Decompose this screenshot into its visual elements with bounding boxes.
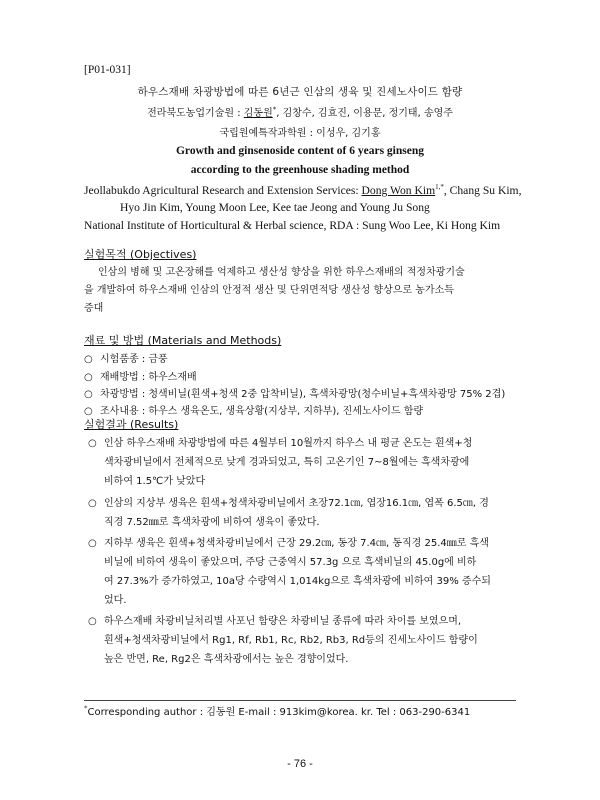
title-english-line1: Growth and ginsenoside content of 6 years ginseng	[175, 145, 424, 157]
bullet-circle-icon: ○	[84, 389, 93, 400]
bullet-circle-icon: ○	[84, 406, 93, 417]
results-item: ○ 하우스재배 차광비닐처리별 사포닌 함량은 차광비닐 종류에 따라 차이를 보였으며, 흰색+청색차광비닐에서 Rg1, Rf, Rb1, Rc, Rb2, Rb3, Rd등의 진세노사이드 함량이 높은 반면, Re, Rg2은 흑색차광에서는 높은 경향이었다.	[88, 612, 478, 669]
title-english-line2: according to the greenhouse shading method	[190, 164, 410, 176]
methods-item: ○ 차광방법 : 청색비닐(흰색+청색 2중 압착비닐), 흑색차광망(청수비닐+흑색차광망 75% 2겹)	[84, 389, 506, 400]
results-item: ○ 지하부 생육은 흰색+청색차광비닐에서 근장 29.2㎝, 동장 7.4㎝, 동직경 25.4㎜로 흑색 비닐에 비하여 생육이 좋았으며, 주당 근중역시 57.3g 으로 흑색비닐의 45.0g에 비하 여 27.3%가 증가하였고, 10a당 수량역시 1,014kg으로 흑색차광에 비하여 39% 증수되 었다.	[88, 534, 491, 610]
authors-english-line3: National Institute of Horticultural & Herbal science, RDA : Sung Woo Lee, Ki Hong Kim	[84, 219, 501, 232]
authors-english-prefix: Jeollabukdo Agricultural Research and Extension Services:	[84, 183, 362, 197]
corresponding-author-english: Dong Won Kim	[361, 183, 436, 197]
corresponding-mark: *	[272, 105, 277, 114]
section-heading-results: 실험결과 (Results)	[84, 418, 179, 431]
bullet-circle-icon: ○	[84, 354, 93, 365]
page-number: - 76 -	[287, 758, 313, 770]
footnote-mark: *	[84, 704, 88, 713]
authors-english-line2: Hyo Jin Kim, Young Moon Lee, Kee tae Jeong and Young Ju Song	[120, 201, 430, 214]
bullet-circle-icon: ○	[88, 498, 97, 509]
corresponding-mark-english: 1,*	[435, 183, 444, 191]
objectives-line: 을 개발하여 하우스재배 인삼의 안정적 생산 및 단위면적당 생산성 향상으로 농가소득	[84, 285, 454, 296]
section-heading-objectives: 실험목적 (Objectives)	[84, 248, 197, 261]
bullet-circle-icon: ○	[88, 538, 97, 549]
footnote	[84, 703, 470, 718]
title-korean: 하우스재배 차광방법에 따른 6년근 인삼의 생육 및 진세노사이드 함량	[137, 86, 463, 98]
methods-item: ○ 재배방법 : 하우스재배	[84, 372, 197, 383]
abstract-code: [P01-031]	[84, 64, 131, 76]
authors-korean	[0, 104, 600, 119]
institution2-korean: 국립원예특작과학원 : 이성우, 김기홍	[219, 128, 381, 139]
authors-korean-rest: , 김창수, 김효진, 이용문, 정기태, 송영주	[276, 108, 453, 119]
results-item: ○ 인삼 하우스재배 차광방법에 따른 4월부터 10월까지 하우스 내 평균 온도는 흰색+청 색차광비닐에서 전체적으로 낮게 경과되었고, 특히 고온기인 7~8월에는 흑색차광에 비하여 1.5℃가 낮았다	[88, 434, 472, 491]
objectives-paragraph	[84, 264, 518, 318]
authors-english-line1	[84, 183, 521, 197]
methods-item: ○ 시험품종 : 금풍	[84, 354, 168, 365]
footnote-text: Corresponding author : 김동원 E-mail : 913kim@korea. kr. Tel : 063-290-6341	[87, 707, 471, 718]
footnote-divider	[84, 700, 516, 701]
objectives-line: 증대	[84, 303, 104, 314]
bullet-circle-icon: ○	[88, 438, 97, 449]
corresponding-author-korean: 김동원	[243, 108, 273, 119]
authors-english-rest: , Chang Su Kim,	[443, 183, 522, 197]
bullet-circle-icon: ○	[84, 372, 93, 383]
methods-item: ○ 조사내용 : 하우스 생육온도, 생육상황(지상부, 지하부), 진세노사이드 함량	[84, 406, 424, 417]
section-heading-methods: 재료 및 방법 (Materials and Methods)	[84, 334, 282, 347]
results-item: ○ 인삼의 지상부 생육은 흰색+청색차광비닐에서 초장72.1㎝, 엽장16.1㎝, 엽폭 6.5㎝, 경 직경 7.52㎜로 흑색차광에 비하여 생육이 좋았다.	[88, 494, 489, 532]
objectives-line: 인삼의 병해 및 고온장해를 억제하고 생산성 향상을 위한 하우스재배의 적정차광기술	[98, 267, 465, 278]
authors-korean-prefix: 전라북도농업기술원 :	[147, 108, 244, 119]
bullet-circle-icon: ○	[88, 616, 97, 627]
